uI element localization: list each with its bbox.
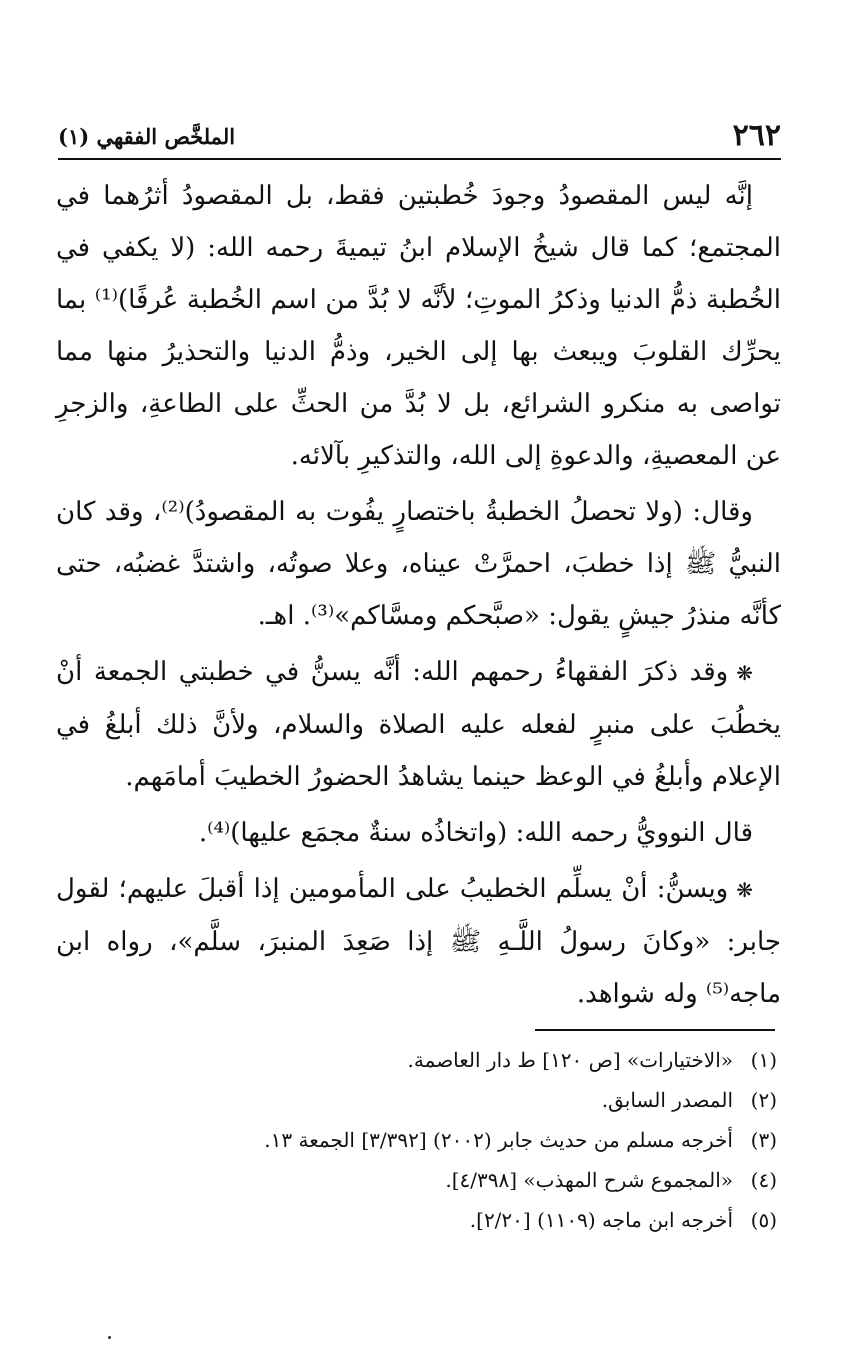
asterisk-icon: ❋ [736,878,753,902]
asterisk-icon: ❋ [736,661,753,685]
paragraph-text: ويسنُّ: أنْ يسلِّم الخطيبُ على المأمومين إذا أقبلَ عليهم؛ لقول جابر: «وكانَ رسولُ اللَّـهِ ﷺ إذا صَعِدَ المنبرَ، سلَّم»، رواه ابن ماجه⁽⁵⁾ وله شواهد. [56,874,781,1009]
footnote-number: (٢) [750,1088,777,1112]
footnote-text: «المجموع شرح المهذب» [٤/٣٩٨]. [445,1168,733,1192]
footnote-number: (٣) [750,1128,777,1152]
paragraph-text: وقد ذكرَ الفقهاءُ رحمهم الله: أنَّه يسنُّ في خطبتي الجمعة أنْ يخطُبَ على منبرٍ لفعله عليه الصلاة والسلام، ولأنَّ ذلك أبلغُ في الإعلام وأبلغُ في الوعظ حينما يشاهدُ الحضورُ الخطيبَ أمامَهم. [56,657,781,792]
footnote-number: (١) [750,1048,777,1072]
book-title: الملخَّص الفقهي (١) [58,124,236,149]
paragraph [56,863,781,1020]
header-divider [58,158,781,160]
paragraph [56,646,781,803]
footnote [90,1200,777,1240]
paragraph: إنَّه ليس المقصودُ وجودَ خُطبتين فقط، بل المقصودُ أثرُهما في المجتمع؛ كما قال شيخُ الإسلام ابنُ تيميةَ رحمه الله: (لا يكفي في الخُطبة ذمُّ الدنيا وذكرُ الموتِ؛ لأنَّه لا بُدَّ من اسم الخُطبة عُرفًا)⁽¹⁾ بما يحرِّك القلوبَ ويبعث بها إلى الخير، وذمُّ الدنيا والتحذيرُ منها مما تواصى به منكرو الشرائع، بل لا بُدَّ من الحثِّ على الطاعةِ، والزجرِ عن المعصيةِ، والدعوةِ إلى الله، والتذكيرِ بآلائه. [56,181,781,471]
footnote-text: المصدر السابق. [601,1088,733,1112]
footnote [90,1040,777,1080]
footnote [90,1120,777,1160]
footnote-number: (٤) [750,1168,777,1192]
page-number: ٢٦٢ [732,118,781,153]
footnote-divider [535,1029,775,1031]
footnote [90,1160,777,1200]
running-header [58,118,781,158]
footnotes-list [90,1040,777,1240]
scan-speck [108,1336,111,1339]
footnote-text: «الاختيارات» [ص ١٢٠] ط دار العاصمة. [407,1048,733,1072]
footnote-number: (٥) [750,1208,777,1232]
footnote-text: أخرجه مسلم من حديث جابر (٢٠٠٢) [٣/٣٩٢] الجمعة ١٣. [264,1128,733,1152]
footnote-text: أخرجه ابن ماجه (١١٠٩) [٢/٢٠]. [469,1208,733,1232]
main-text [56,170,781,1020]
paragraph: قال النوويُّ رحمه الله: (واتخاذُه سنةٌ مجمَع عليها)⁽⁴⁾. [198,818,753,848]
paragraph: وقال: (ولا تحصلُ الخطبةُ باختصارٍ يفُوت به المقصودُ)⁽²⁾، وقد كان النبيُّ ﷺ إذا خطبَ، احمرَّتْ عيناه، وعلا صوتُه، واشتدَّ غضبُه، حتى كأنَّه منذرُ جيشٍ يقول: «صبَّحكم ومسَّاكم»⁽³⁾. اهـ. [56,497,781,631]
footnote [90,1080,777,1120]
